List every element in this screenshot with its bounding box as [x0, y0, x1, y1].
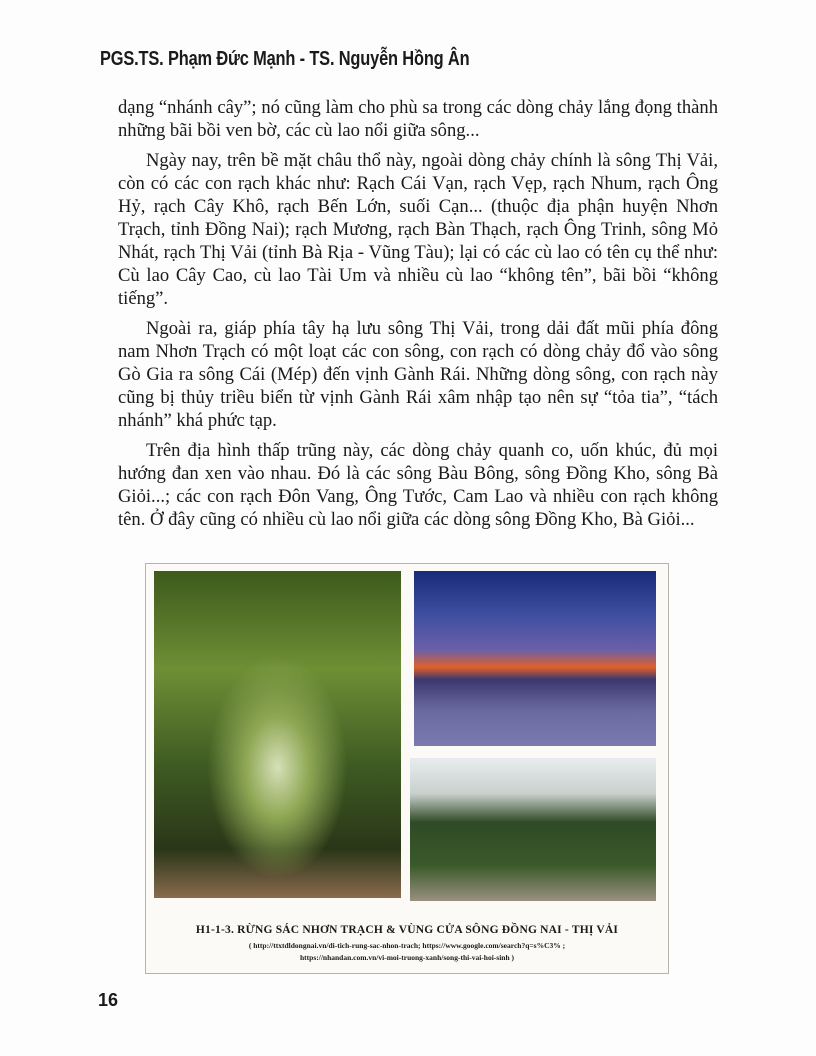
paragraph: Trên địa hình thấp trũng này, các dòng chảy quanh co, uốn khúc, đủ mọi hướng đan xen vào nhau. Đó là các sông Bàu Bông, sông Đồng Kho, sông Bà Giỏi...; các con rạch Đôn Vang, Ông Tước, Cam Lao và nhiều con rạch không tên. Ở đây cũng có nhiều cù lao nổi giữa các dòng sông Đồng Kho, Bà Giỏi...	[118, 440, 718, 530]
caption-title: H1-1-3. RỪNG SÁC NHƠN TRẠCH & VÙNG CỬA SÔNG ĐỒNG NAI - THỊ VẢI	[195, 924, 619, 936]
forest-road-photo	[154, 571, 401, 898]
page-number: 16	[98, 990, 119, 1010]
caption-source-line: ( http://ttxtdldongnai.vn/di-tich-rung-sac-nhon-trach; https://www.google.com/search?q=s%C3% ;	[248, 941, 566, 950]
paragraph: Ngoài ra, giáp phía tây hạ lưu sông Thị Vải, trong dải đất mũi phía đông nam Nhơn Trạch có một loạt các con sông, con rạch có dòng chảy đổ vào sông Gò Gia ra sông Cái (Mép) đến vịnh Gành Rái. Những dòng sông, con rạch này cũng bị thủy triều biển từ vịnh Gành Rái xâm nhập tạo nên sự “tỏa tia”, “tách nhánh” khá phức tạp.	[118, 318, 718, 431]
body-text	[118, 96, 718, 538]
running-head: PGS.TS. Phạm Đức Mạnh - TS. Nguyễn Hồng Ân	[100, 48, 470, 70]
mangrove-river-photo	[410, 758, 656, 901]
paragraph: Ngày nay, trên bề mặt châu thổ này, ngoài dòng chảy chính là sông Thị Vải, còn có các con rạch khác như: Rạch Cái Vạn, rạch Vẹp, rạch Nhum, rạch Ông Hỷ, rạch Cây Khô, rạch Bến Lớn, suối Cạn... (thuộc địa phận huyện Nhơn Trạch, tỉnh Đồng Nai); rạch Mương, rạch Bàn Thạch, rạch Ông Trinh, sông Mỏ Nhát, rạch Thị Vải (tỉnh Bà Rịa - Vũng Tàu); lại có các cù lao có tên cụ thể như: Cù lao Cây Cao, cù lao Tài Um và nhiều cù lao “không tên”, bãi bồi “không tiếng”.	[118, 150, 718, 309]
figure	[145, 563, 669, 974]
caption-source-line: https://nhandan.com.vn/vi-moi-truong-xanh/song-thi-vai-hoi-sinh )	[300, 953, 514, 962]
paragraph: dạng “nhánh cây”; nó cũng làm cho phù sa trong các dòng chảy lắng đọng thành những bãi bồi ven bờ, các cù lao nổi giữa sông...	[118, 97, 718, 141]
figure-caption	[146, 924, 668, 964]
river-sunset-photo	[414, 571, 656, 746]
caption-sources	[146, 940, 668, 964]
